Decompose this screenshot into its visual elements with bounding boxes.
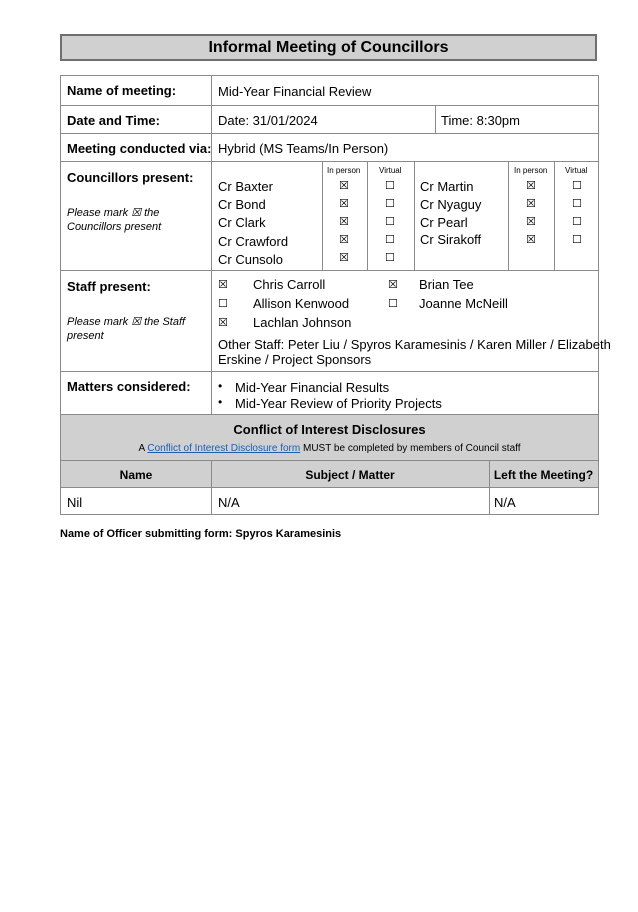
conducted-via-label: Meeting conducted via: (67, 141, 212, 156)
in-person-checkbox[interactable]: ☒ (526, 179, 536, 192)
staff-checkbox[interactable]: ☒ (218, 278, 228, 291)
submitting-officer: Name of Officer submitting form: Spyros Karamesinis (60, 528, 342, 540)
virtual-checkbox[interactable]: ☐ (385, 179, 395, 192)
staff-name: Brian Tee (419, 277, 474, 292)
col-virtual-right: Virtual (565, 166, 588, 175)
councillor-name: Cr Baxter (218, 179, 273, 194)
in-person-checkbox[interactable]: ☒ (339, 251, 349, 264)
virtual-checkbox[interactable]: ☐ (385, 233, 395, 246)
staff-note: Please mark ☒ the Staff present (67, 316, 186, 342)
in-person-checkbox[interactable]: ☒ (339, 179, 349, 192)
date-time-label: Date and Time: (67, 113, 160, 128)
row-conducted-via (61, 133, 598, 161)
meeting-form-table (60, 75, 611, 515)
virtual-checkbox[interactable]: ☐ (572, 179, 582, 192)
col-in-person-right: In person (514, 166, 548, 175)
staff-checkbox[interactable]: ☒ (218, 316, 228, 329)
in-person-checkbox[interactable]: ☒ (339, 233, 349, 246)
row-conflict-values (61, 487, 598, 514)
councillor-name: Cr Sirakoff (420, 232, 482, 247)
header-subject: Subject / Matter (305, 468, 395, 482)
col-virtual-left: Virtual (379, 166, 402, 175)
row-councillors (61, 161, 598, 270)
in-person-checkbox[interactable]: ☒ (339, 215, 349, 228)
other-staff-line-2: Erskine / Project Sponsors (218, 352, 372, 367)
staff-checkbox[interactable]: ☐ (218, 297, 228, 310)
virtual-checkbox[interactable]: ☐ (385, 197, 395, 210)
page-title: Informal Meeting of Councillors (60, 34, 597, 61)
row-staff (61, 270, 611, 371)
virtual-checkbox[interactable]: ☐ (572, 233, 582, 246)
conflict-note-prefix: A (138, 443, 145, 454)
staff-checkbox[interactable]: ☒ (388, 278, 398, 291)
row-matters (61, 371, 598, 414)
staff-label: Staff present: (67, 279, 151, 294)
conducted-via-value: Hybrid (MS Teams/In Person) (218, 141, 389, 156)
staff-name: Chris Carroll (253, 277, 326, 292)
matter-item: Mid-Year Financial Results (235, 380, 390, 395)
row-conflict-headers (61, 460, 598, 487)
councillor-name: Cr Pearl (420, 215, 468, 230)
councillor-name: Cr Martin (420, 179, 474, 194)
conflict-note-suffix: MUST be completed by members of Council staff (303, 443, 521, 454)
conflict-subject-value: N/A (218, 495, 240, 510)
virtual-checkbox[interactable]: ☐ (572, 215, 582, 228)
councillors-label: Councillors present: (67, 170, 194, 185)
virtual-checkbox[interactable]: ☐ (385, 215, 395, 228)
staff-checkbox[interactable]: ☐ (388, 297, 398, 310)
staff-name: Allison Kenwood (253, 296, 350, 311)
meeting-name-value: Mid-Year Financial Review (218, 84, 372, 99)
virtual-checkbox[interactable]: ☐ (385, 251, 395, 264)
councillor-name: Cr Nyaguy (420, 197, 482, 212)
date-value: Date: 31/01/2024 (218, 113, 318, 128)
councillor-name: Cr Clark (218, 215, 266, 230)
time-value: Time: 8:30pm (441, 113, 520, 128)
meeting-name-label: Name of meeting: (67, 83, 177, 98)
conflict-title: Conflict of Interest Disclosures (233, 422, 426, 437)
councillors-note: Please mark ☒ the Councillors present (67, 207, 162, 233)
in-person-checkbox[interactable]: ☒ (526, 215, 536, 228)
councillor-name: Cr Crawford (218, 234, 289, 249)
in-person-checkbox[interactable]: ☒ (526, 197, 536, 210)
bullet-icon: • (218, 379, 223, 393)
row-date-time (61, 105, 598, 133)
in-person-checkbox[interactable]: ☒ (339, 197, 349, 210)
matters-label: Matters considered: (67, 379, 191, 394)
matter-item: Mid-Year Review of Priority Projects (235, 396, 442, 411)
other-staff-line-1: Other Staff: Peter Liu / Spyros Karamesinis / Karen Miller / Elizabeth (218, 337, 611, 352)
councillor-name: Cr Bond (218, 197, 266, 212)
conflict-name-value: Nil (67, 495, 83, 510)
header-left-meeting: Left the Meeting? (493, 468, 594, 482)
row-conflict-heading (61, 414, 598, 460)
staff-name: Lachlan Johnson (253, 315, 352, 330)
col-in-person-left: In person (327, 166, 361, 175)
virtual-checkbox[interactable]: ☐ (572, 197, 582, 210)
councillor-name: Cr Cunsolo (218, 252, 284, 267)
conflict-form-link[interactable]: Conflict of Interest Disclosure form (147, 443, 301, 454)
conflict-note (61, 443, 598, 454)
bullet-icon: • (218, 395, 223, 409)
row-meeting-name (61, 76, 598, 105)
staff-name: Joanne McNeill (419, 296, 508, 311)
header-name: Name (119, 468, 153, 482)
in-person-checkbox[interactable]: ☒ (526, 233, 536, 246)
conflict-left-value: N/A (494, 495, 516, 510)
